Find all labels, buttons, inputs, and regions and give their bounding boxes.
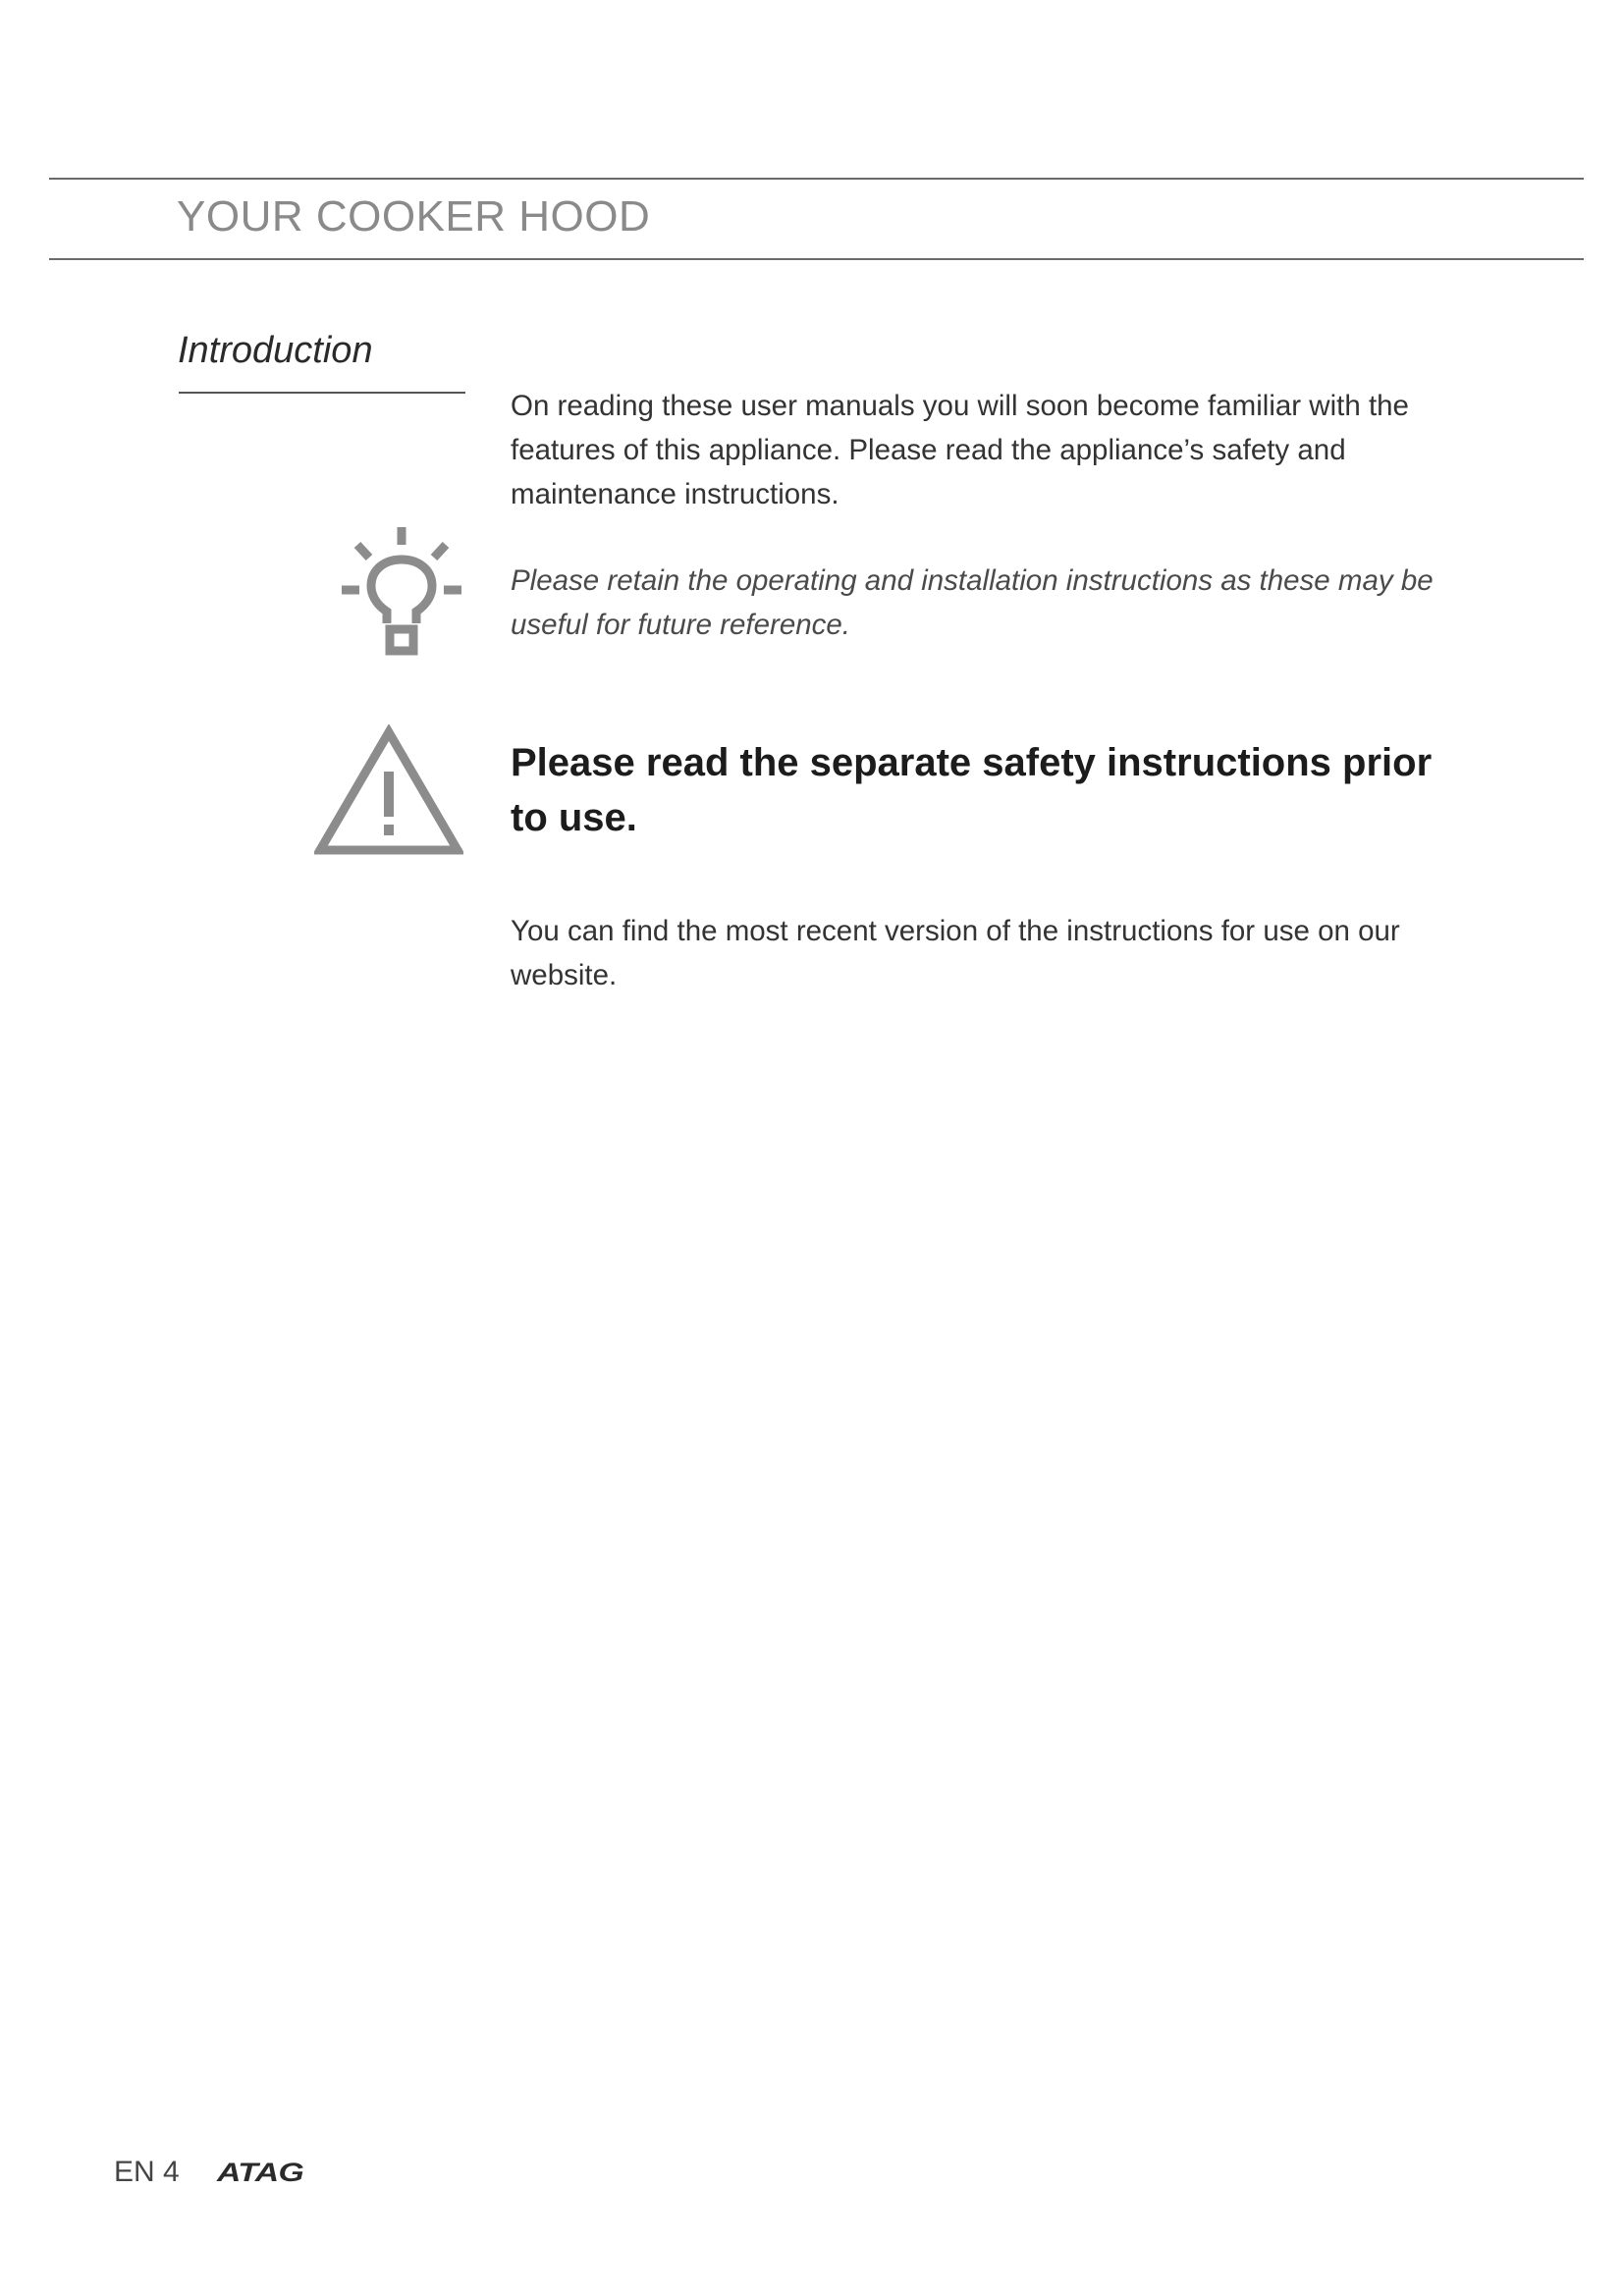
introduction-heading-underline: [179, 392, 465, 394]
introduction-paragraph: On reading these user manuals you will soon become familiar with the features of this appliance. Please read the appliance’s safety and maintenance instructions.: [511, 390, 1409, 510]
lightbulb-icon: [338, 525, 465, 658]
section-title: YOUR COOKER HOOD: [177, 192, 651, 240]
warning-triangle-icon: [314, 724, 463, 856]
tip-text: Please retain the operating and installation instructions as these may be useful for future reference.: [511, 564, 1434, 641]
introduction-heading: Introduction: [178, 330, 373, 371]
brand-logo: ATAG: [217, 2157, 304, 2187]
page-number: EN 4: [114, 2156, 180, 2188]
website-note: You can find the most recent version of the instructions for use on our website.: [511, 915, 1400, 991]
header-bottom-rule: [49, 258, 1584, 260]
page-footer: [114, 2156, 304, 2195]
safety-warning-heading: Please read the separate safety instructions prior to use.: [511, 741, 1433, 839]
header-top-rule: [49, 178, 1584, 180]
